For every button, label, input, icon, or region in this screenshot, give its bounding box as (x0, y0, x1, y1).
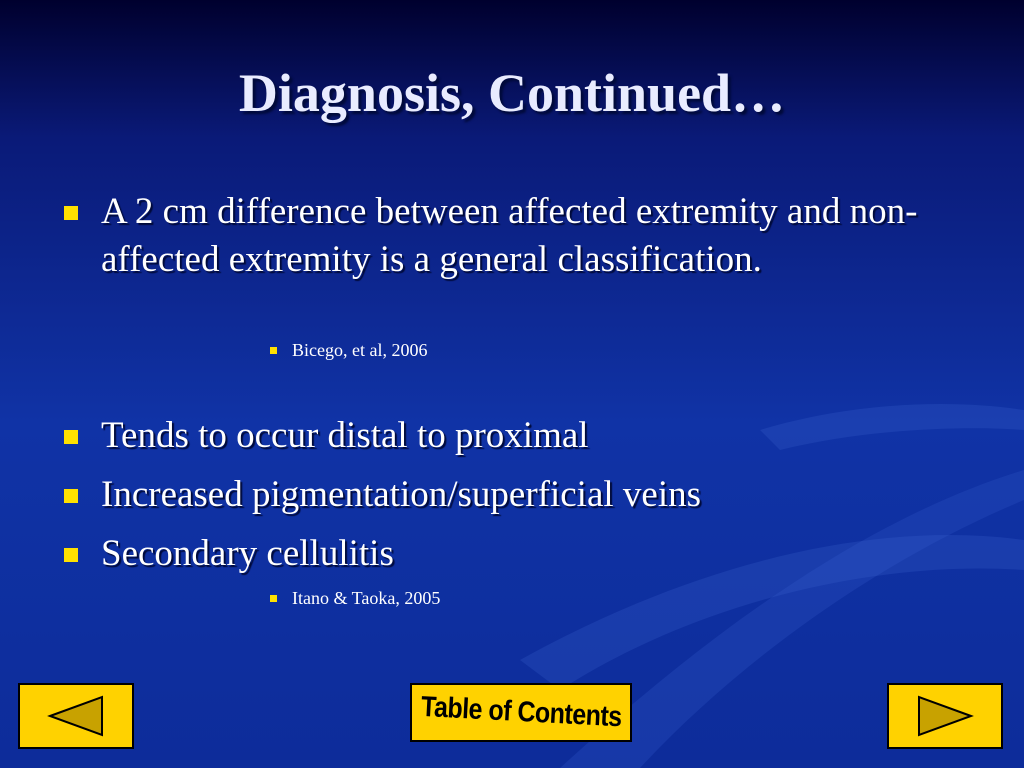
triangle-right-icon (915, 694, 975, 738)
citation-text: Bicego, et al, 2006 (292, 340, 428, 360)
bullet-text: Increased pigmentation/superficial veins (101, 474, 702, 515)
toc-label: Table of Contents (419, 690, 623, 734)
bullet-text: Tends to occur distal to proximal (101, 415, 589, 456)
next-slide-button[interactable] (887, 683, 1003, 749)
citation (270, 587, 440, 609)
table-of-contents-button[interactable] (410, 683, 632, 742)
citation (270, 339, 427, 361)
triangle-left-icon (46, 694, 106, 738)
square-bullet-icon (64, 206, 78, 220)
square-bullet-icon (270, 347, 277, 354)
bullet-item (64, 530, 944, 578)
bullet-item (64, 412, 944, 460)
bullet-item (64, 471, 944, 519)
square-bullet-icon (64, 430, 78, 444)
previous-slide-button[interactable] (18, 683, 134, 749)
bullet-text: Secondary cellulitis (101, 533, 394, 574)
square-bullet-icon (64, 548, 78, 562)
bullet-text: A 2 cm difference between affected extremity and non-affected extremity is a general classification. (101, 191, 918, 280)
square-bullet-icon (270, 595, 277, 602)
slide-title: Diagnosis, Continued… (238, 63, 786, 123)
square-bullet-icon (64, 489, 78, 503)
citation-text: Itano & Taoka, 2005 (292, 588, 441, 608)
bullet-item (64, 188, 944, 284)
